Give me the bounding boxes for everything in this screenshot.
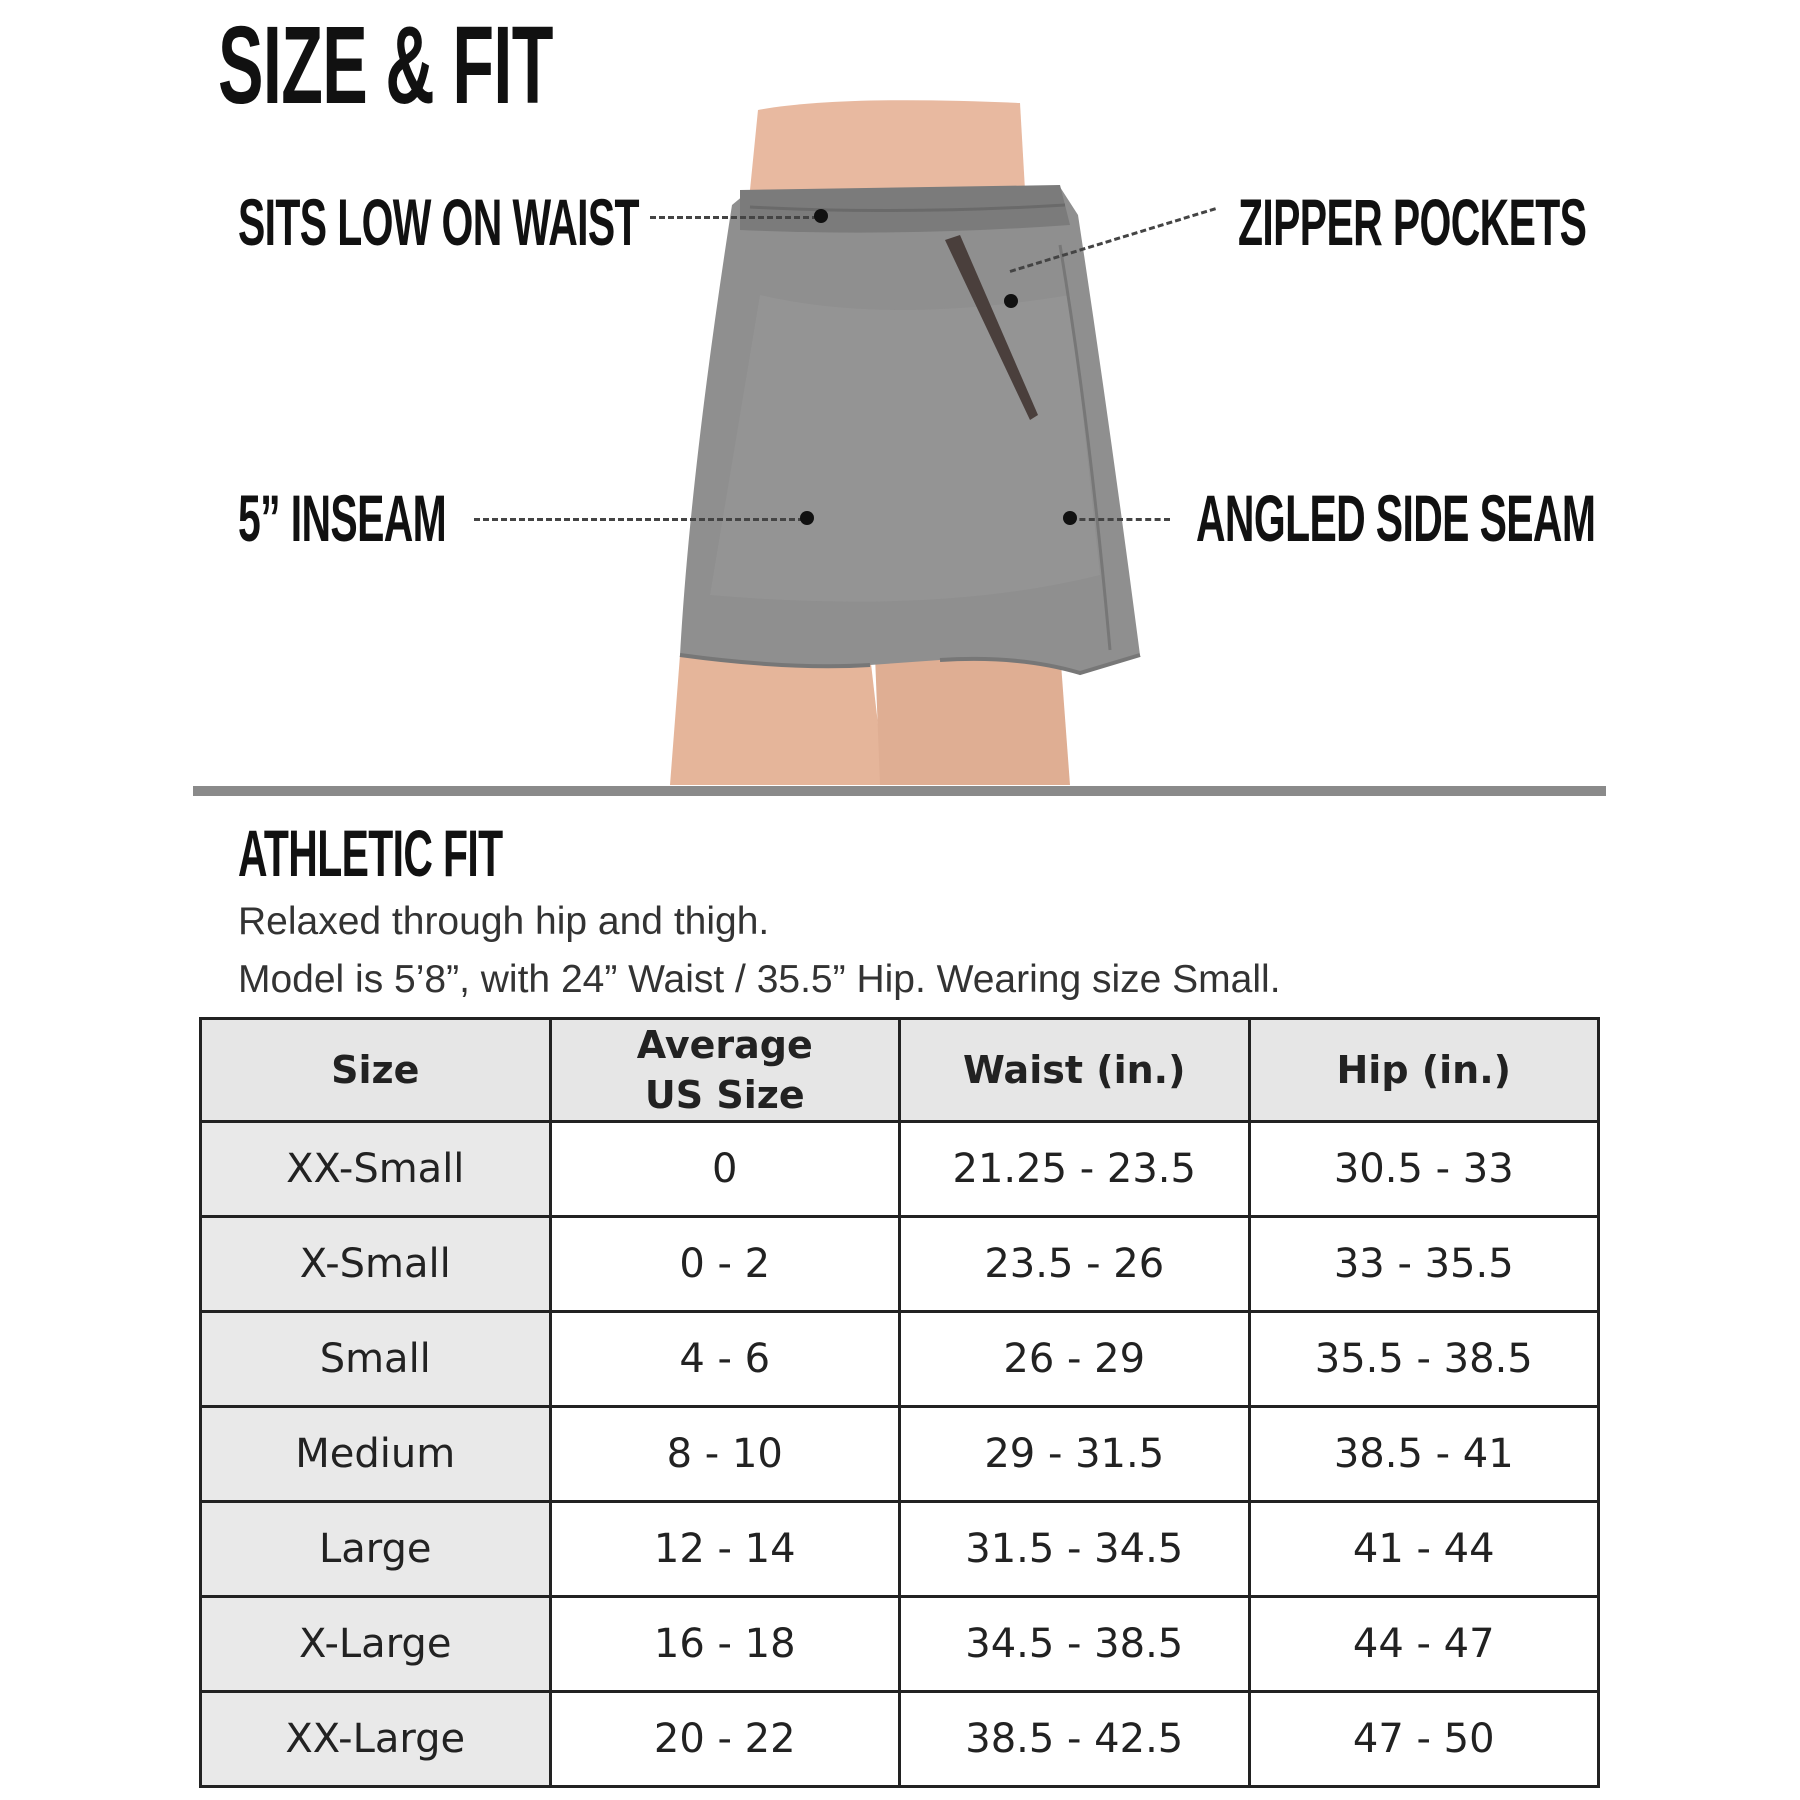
fit-description-2: Model is 5’8”, with 24” Waist / 35.5” Hip. Wearing size Small. — [238, 958, 1281, 1001]
fit-title: ATHLETIC FIT — [238, 816, 503, 890]
table-row — [201, 1597, 1599, 1692]
header-us-size-line2: US Size — [644, 1073, 805, 1118]
callout-seam-dot — [1063, 511, 1077, 525]
cell-size: XX-Small — [201, 1122, 551, 1217]
cell-size: Small — [201, 1312, 551, 1407]
table-row — [201, 1312, 1599, 1407]
cell-waist: 23.5 - 26 — [900, 1217, 1250, 1312]
table-row — [201, 1407, 1599, 1502]
cell-waist: 31.5 - 34.5 — [900, 1502, 1250, 1597]
cell-waist: 34.5 - 38.5 — [900, 1597, 1250, 1692]
callout-sits-low-on-waist: SITS LOW ON WAIST — [238, 185, 639, 259]
cell-size: XX-Large — [201, 1692, 551, 1787]
cell-us-size: 20 - 22 — [550, 1692, 900, 1787]
header-size: Size — [201, 1019, 551, 1122]
callout-seam-leader — [1070, 518, 1170, 521]
cell-us-size: 12 - 14 — [550, 1502, 900, 1597]
header-us-size-line1: Average — [636, 1023, 813, 1067]
right-leg — [875, 650, 1070, 785]
cell-size: Medium — [201, 1407, 551, 1502]
cell-hip: 41 - 44 — [1249, 1502, 1599, 1597]
cell-hip: 35.5 - 38.5 — [1249, 1312, 1599, 1407]
header-hip: Hip (in.) — [1249, 1019, 1599, 1122]
header-us-size — [550, 1019, 900, 1122]
callout-angled-side-seam: ANGLED SIDE SEAM — [1196, 481, 1596, 555]
cell-size: X-Large — [201, 1597, 551, 1692]
page-title: SIZE & FIT — [218, 4, 553, 127]
cell-us-size: 0 — [550, 1122, 900, 1217]
callout-waist-dot — [814, 209, 828, 223]
callout-inseam-dot — [800, 511, 814, 525]
callout-waist-leader — [650, 216, 818, 219]
cell-size: X-Small — [201, 1217, 551, 1312]
callout-zipper-dot — [1004, 294, 1018, 308]
cell-us-size: 16 - 18 — [550, 1597, 900, 1692]
shorts-product-photo — [640, 95, 1180, 785]
cell-waist: 38.5 - 42.5 — [900, 1692, 1250, 1787]
callout-inseam-leader — [474, 518, 804, 521]
torso-skin — [750, 100, 1025, 190]
cell-us-size: 0 - 2 — [550, 1217, 900, 1312]
cell-us-size: 4 - 6 — [550, 1312, 900, 1407]
callout-zipper-pockets: ZIPPER POCKETS — [1238, 185, 1587, 259]
callout-inseam: 5” INSEAM — [238, 481, 447, 555]
cell-waist: 21.25 - 23.5 — [900, 1122, 1250, 1217]
fit-description-1: Relaxed through hip and thigh. — [238, 900, 770, 943]
table-row — [201, 1217, 1599, 1312]
cell-waist: 26 - 29 — [900, 1312, 1250, 1407]
table-row — [201, 1692, 1599, 1787]
table-header-row — [201, 1019, 1599, 1122]
table-row — [201, 1502, 1599, 1597]
table-row — [201, 1122, 1599, 1217]
cell-hip: 38.5 - 41 — [1249, 1407, 1599, 1502]
cell-size: Large — [201, 1502, 551, 1597]
cell-hip: 33 - 35.5 — [1249, 1217, 1599, 1312]
size-chart-table — [199, 1017, 1600, 1788]
cell-hip: 30.5 - 33 — [1249, 1122, 1599, 1217]
cell-waist: 29 - 31.5 — [900, 1407, 1250, 1502]
cell-hip: 47 - 50 — [1249, 1692, 1599, 1787]
section-divider — [193, 786, 1606, 796]
header-waist: Waist (in.) — [900, 1019, 1250, 1122]
left-leg — [670, 655, 885, 785]
cell-us-size: 8 - 10 — [550, 1407, 900, 1502]
cell-hip: 44 - 47 — [1249, 1597, 1599, 1692]
